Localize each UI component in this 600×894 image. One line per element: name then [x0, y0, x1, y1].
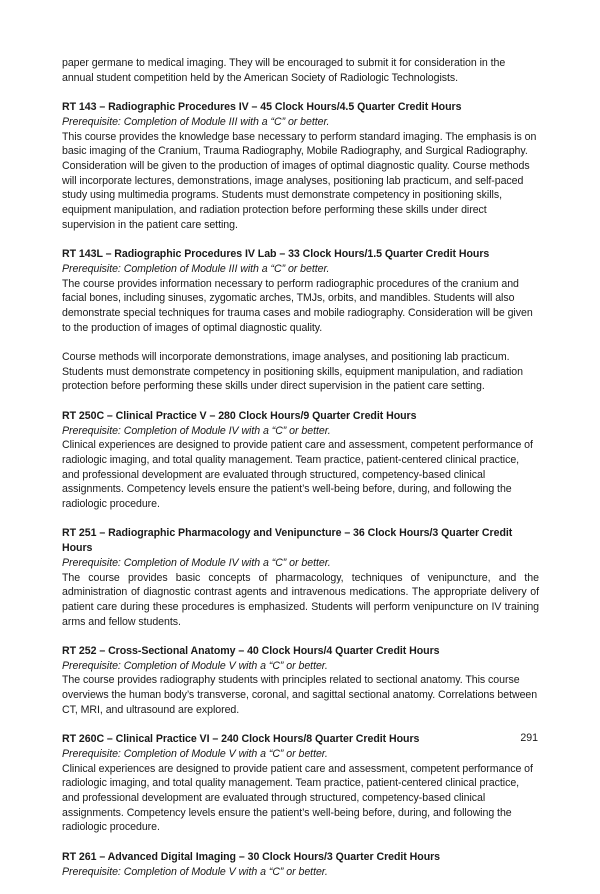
course-title: RT 251 – Radiographic Pharmacology and Venipuncture – 36 Clock Hours/3 Quarter Credit Hours	[62, 527, 513, 555]
course-rt251	[62, 526, 539, 629]
course-prerequisite: Prerequisite: Completion of Module III with a “C” or better.	[62, 115, 330, 128]
course-title: RT 260C – Clinical Practice VI – 240 Clock Hours/8 Quarter Credit Hours	[62, 733, 420, 746]
course-title: RT 250C – Clinical Practice V – 280 Clock Hours/9 Quarter Credit Hours	[62, 409, 417, 422]
intro-paragraph: paper germane to medical imaging. They will be encouraged to submit it for consideration in the annual student competition held by the American Society of Radiologic Technologists.	[62, 57, 506, 84]
course-description: The course provides radiography students with principles related to sectional anatomy. This course overviews the human body’s transverse, coronal, and sagittal sectional anatomy. Correlations between CT, MRI, and ultrasound are explored.	[62, 674, 538, 716]
course-prerequisite: Prerequisite: Completion of Module V with a “C” or better.	[62, 865, 328, 878]
course-description: Clinical experiences are designed to provide patient care and assessment, competent performance of radiologic imaging, and total quality management. Team practice, patient-centered clinical practice, and professional development are evaluated through structured, competency-based clinical assignments. Competency levels ensure the patient’s well-being before, during, and following the radiologic procedure.	[62, 762, 533, 834]
course-rt143l	[62, 247, 539, 394]
course-title: RT 143L – Radiographic Procedures IV Lab – 33 Clock Hours/1.5 Quarter Credit Hours	[62, 248, 490, 261]
course-rt260c	[62, 732, 539, 835]
course-description-methods: Course methods will incorporate demonstrations, image analyses, and positioning lab practicum. Students must demonstrate competency in positioning skills, equipment manipulation, and radiation protection before performing these skills under direct supervision in the patient care setting.	[62, 351, 523, 393]
course-prerequisite: Prerequisite: Completion of Module IV with a “C” or better.	[62, 424, 331, 437]
page-number: 291	[520, 732, 538, 744]
course-rt250c	[62, 409, 539, 512]
course-title: RT 261 – Advanced Digital Imaging – 30 Clock Hours/3 Quarter Credit Hours	[62, 850, 441, 863]
course-rt252	[62, 644, 539, 718]
course-prerequisite: Prerequisite: Completion of Module V with a “C” or better.	[62, 659, 328, 672]
course-rt261	[62, 850, 539, 879]
course-description: This course provides the knowledge base necessary to perform standard imaging. The emphasis is on basic imaging of the Cranium, Trauma Radiography, Mobile Radiography, and Surgical Radiography. Consideration will be given to the production of images of optimal diagnostic quality. Course methods will incorporate lectures, demonstrations, image analyses, positioning lab practicum, and self-paced study using multimedia programs. Students must demonstrate competency in positioning skills, equipment manipulation, and radiation protection before performing these skills under direct supervision in the patient care setting.	[62, 130, 537, 231]
course-description: The course provides basic concepts of pharmacology, techniques of venipuncture, and the administration of diagnostic contrast agents and intravenous medications. The appropriate delivery of patient care during these procedures is emphasized. Students will perform venipuncture on IV training arms and fellow students.	[62, 571, 539, 628]
course-description: Clinical experiences are designed to provide patient care and assessment, competent performance of radiologic imaging, and total quality management. Team practice, patient-centered clinical practice, and professional development are evaluated through structured, competency-based clinical assignments. Competency levels ensure the patient’s well-being before, during, and following the radiologic procedure.	[62, 439, 533, 511]
course-title: RT 143 – Radiographic Procedures IV – 45 Clock Hours/4.5 Quarter Credit Hours	[62, 101, 462, 114]
course-description: The course provides information necessary to perform radiographic procedures of the cranium and facial bones, including sinuses, zygomatic arches, TMJs, orbits, and mandibles. Students will also demonstrate special techniques for trauma cases and mobile radiography. Consideration will be given to the production of images of optimal diagnostic quality.	[62, 277, 533, 334]
page-content	[62, 56, 539, 894]
course-prerequisite: Prerequisite: Completion of Module V with a “C” or better.	[62, 747, 328, 760]
course-prerequisite: Prerequisite: Completion of Module III with a “C” or better.	[62, 262, 330, 275]
course-prerequisite: Prerequisite: Completion of Module IV with a “C” or better.	[62, 556, 331, 569]
course-rt143	[62, 100, 539, 232]
course-title: RT 252 – Cross-Sectional Anatomy – 40 Clock Hours/4 Quarter Credit Hours	[62, 645, 440, 658]
